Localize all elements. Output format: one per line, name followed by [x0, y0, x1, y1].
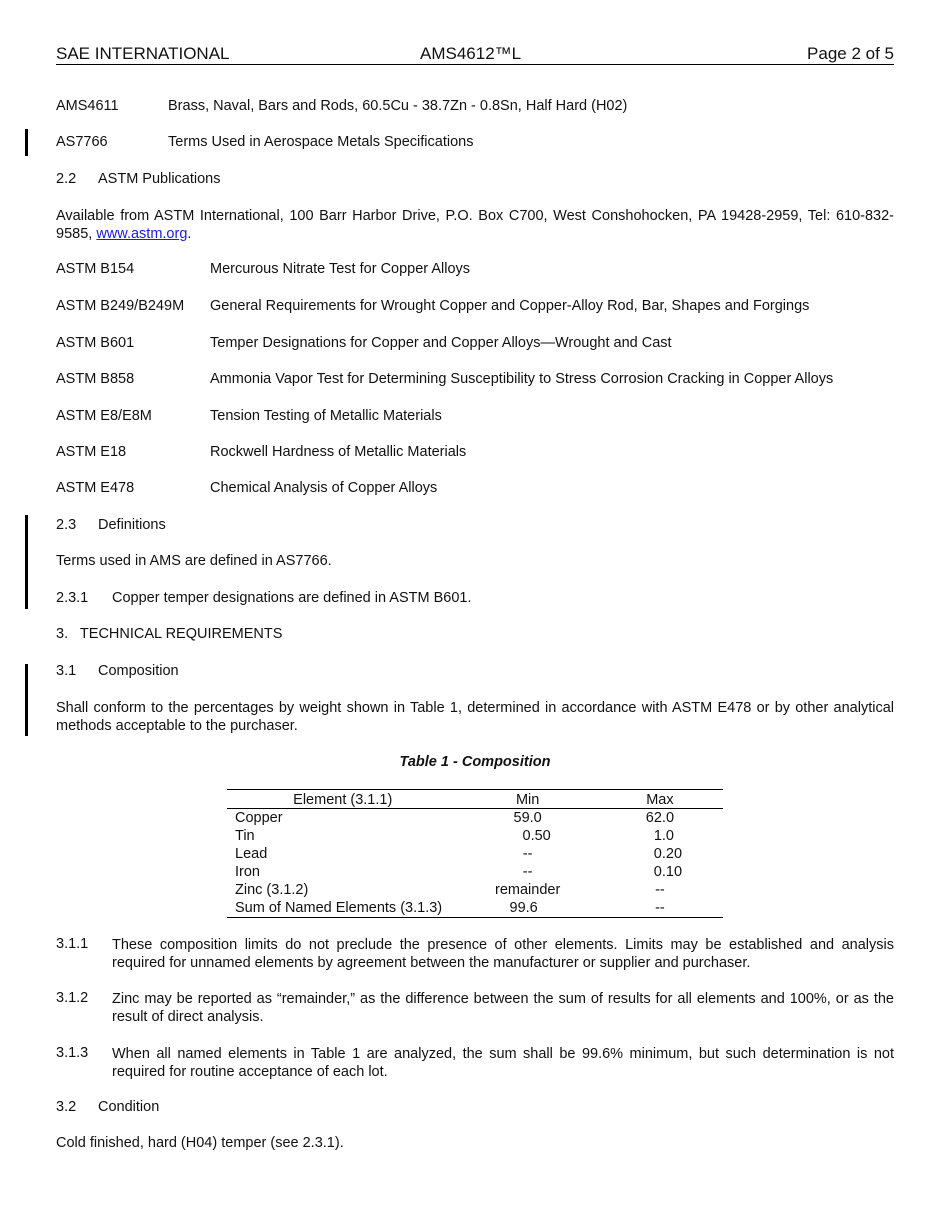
ref-title-astm-e8: Tension Testing of Metallic Materials	[210, 408, 442, 424]
section-2-2-number: 2.2	[56, 171, 77, 187]
table-row	[227, 881, 723, 899]
composition-table	[227, 789, 723, 918]
section-3-1-3-text: When all named elements in Table 1 are analyzed, the sum shall be 99.6% minimum, but such determination is not required for routine acceptance of each lot.	[112, 1046, 894, 1080]
page-header	[56, 44, 894, 65]
ref-code-astm-b858: ASTM B858	[56, 371, 135, 387]
header-page-number: Page 2 of 5	[807, 44, 894, 63]
astm-availability-end: .	[187, 226, 192, 242]
section-3-1-1-text: These composition limits do not preclude the presence of other elements. Limits may be established and analysis required for unnamed elements by agreement between the manufacturer or supplier and purchaser.	[112, 937, 894, 971]
header-doc-number: AMS4612™L	[420, 44, 522, 63]
ref-title-astm-b601: Temper Designations for Copper and Copper Alloys—Wrought and Cast	[210, 335, 672, 351]
cell-max: 62.0	[645, 810, 675, 826]
section-2-2-title: ASTM Publications	[98, 171, 221, 187]
revision-bar	[25, 664, 28, 736]
section-2-3-1-number: 2.3.1	[56, 590, 89, 606]
section-2-3-1-text: Copper temper designations are defined in ASTM B601.	[112, 590, 472, 606]
section-3-1-2-text: Zinc may be reported as “remainder,” as the difference between the sum of results for all elements and 100%, or as the result of direct analysis.	[112, 991, 894, 1025]
revision-bar	[25, 129, 28, 156]
section-3-title: 3. TECHNICAL REQUIREMENTS	[56, 626, 283, 642]
table-header-row	[227, 790, 723, 809]
cell-max: 0.10	[653, 864, 683, 880]
ref-title-astm-b154: Mercurous Nitrate Test for Copper Alloys	[210, 261, 471, 277]
cell-min: remainder	[495, 882, 561, 898]
ref-title-astm-e478: Chemical Analysis of Copper Alloys	[210, 480, 438, 496]
ref-code-astm-b601: ASTM B601	[56, 335, 135, 351]
astm-availability-text: Available from ASTM International, 100 Barr Harbor Drive, P.O. Box C700, West Conshohocken, PA 19428-2959, Tel: 610-832-9585,	[56, 208, 894, 242]
table-1-caption: Table 1 - Composition	[399, 754, 551, 770]
section-3-1-2-number: 3.1.2	[56, 990, 89, 1006]
table-row	[227, 863, 723, 881]
ref-title-astm-b249: General Requirements for Wrought Copper and Copper-Alloy Rod, Bar, Shapes and Forgings	[210, 298, 810, 314]
table-row	[227, 899, 723, 918]
table-row	[227, 809, 723, 828]
ref-code-as7766: AS7766	[56, 134, 108, 150]
column-header-element: Element (3.1.1)	[227, 790, 458, 809]
cell-element: Sum of Named Elements (3.1.3)	[227, 899, 458, 918]
ref-title-ams4611: Brass, Naval, Bars and Rods, 60.5Cu - 38.7Zn - 0.8Sn, Half Hard (H02)	[168, 98, 628, 114]
table-row	[227, 845, 723, 863]
ref-code-ams4611: AMS4611	[56, 98, 119, 114]
section-3-1-number: 3.1	[56, 663, 77, 679]
section-2-3-number: 2.3	[56, 517, 77, 533]
ref-code-astm-e478: ASTM E478	[56, 480, 135, 496]
section-2-3-title: Definitions	[98, 517, 166, 533]
ref-code-astm-e8: ASTM E8/E8M	[56, 408, 152, 424]
cell-min: 59.0	[513, 810, 542, 826]
cell-element: Zinc (3.1.2)	[235, 882, 309, 898]
section-3-1-3-number: 3.1.3	[56, 1045, 89, 1061]
cell-max: 0.20	[653, 846, 683, 862]
astm-website-link[interactable]: www.astm.org	[96, 226, 188, 242]
cell-element: Lead	[235, 846, 268, 862]
cell-max: 1.0	[653, 828, 674, 844]
section-3-2-text: Cold finished, hard (H04) temper (see 2.3.1).	[56, 1135, 344, 1151]
cell-element: Copper	[235, 810, 283, 826]
ref-title-astm-b858: Ammonia Vapor Test for Determining Susceptibility to Stress Corrosion Cracking in Copper Alloys	[210, 371, 834, 387]
astm-availability-paragraph	[56, 207, 894, 243]
ref-code-astm-e18: ASTM E18	[56, 444, 127, 460]
revision-bar	[25, 515, 28, 609]
cell-min: 0.50	[522, 828, 551, 844]
ref-code-astm-b154: ASTM B154	[56, 261, 135, 277]
section-3-2-title: Condition	[98, 1099, 160, 1115]
section-3-1-1-number: 3.1.1	[56, 936, 89, 952]
ref-title-astm-e18: Rockwell Hardness of Metallic Materials	[210, 444, 467, 460]
ref-code-astm-b249: ASTM B249/B249M	[56, 298, 185, 314]
table-row	[227, 827, 723, 845]
section-3-1-title: Composition	[98, 663, 179, 679]
cell-min: --	[522, 864, 533, 880]
cell-max: --	[655, 882, 665, 898]
section-3-1-text: Shall conform to the percentages by weight shown in Table 1, determined in accordance with ASTM E478 or by other analytical methods acceptable to the purchaser.	[56, 700, 894, 734]
header-org: SAE INTERNATIONAL	[56, 44, 230, 63]
cell-min: --	[522, 846, 533, 862]
column-header-max: Max	[597, 790, 723, 809]
cell-min: 99.6	[458, 899, 596, 918]
cell-max: --	[597, 899, 723, 918]
section-2-3-text: Terms used in AMS are defined in AS7766.	[56, 553, 332, 569]
ref-title-as7766: Terms Used in Aerospace Metals Specifications	[168, 134, 474, 150]
cell-element: Iron	[235, 864, 260, 880]
column-header-min: Min	[458, 790, 596, 809]
cell-element: Tin	[235, 828, 255, 844]
section-3-2-number: 3.2	[56, 1099, 77, 1115]
